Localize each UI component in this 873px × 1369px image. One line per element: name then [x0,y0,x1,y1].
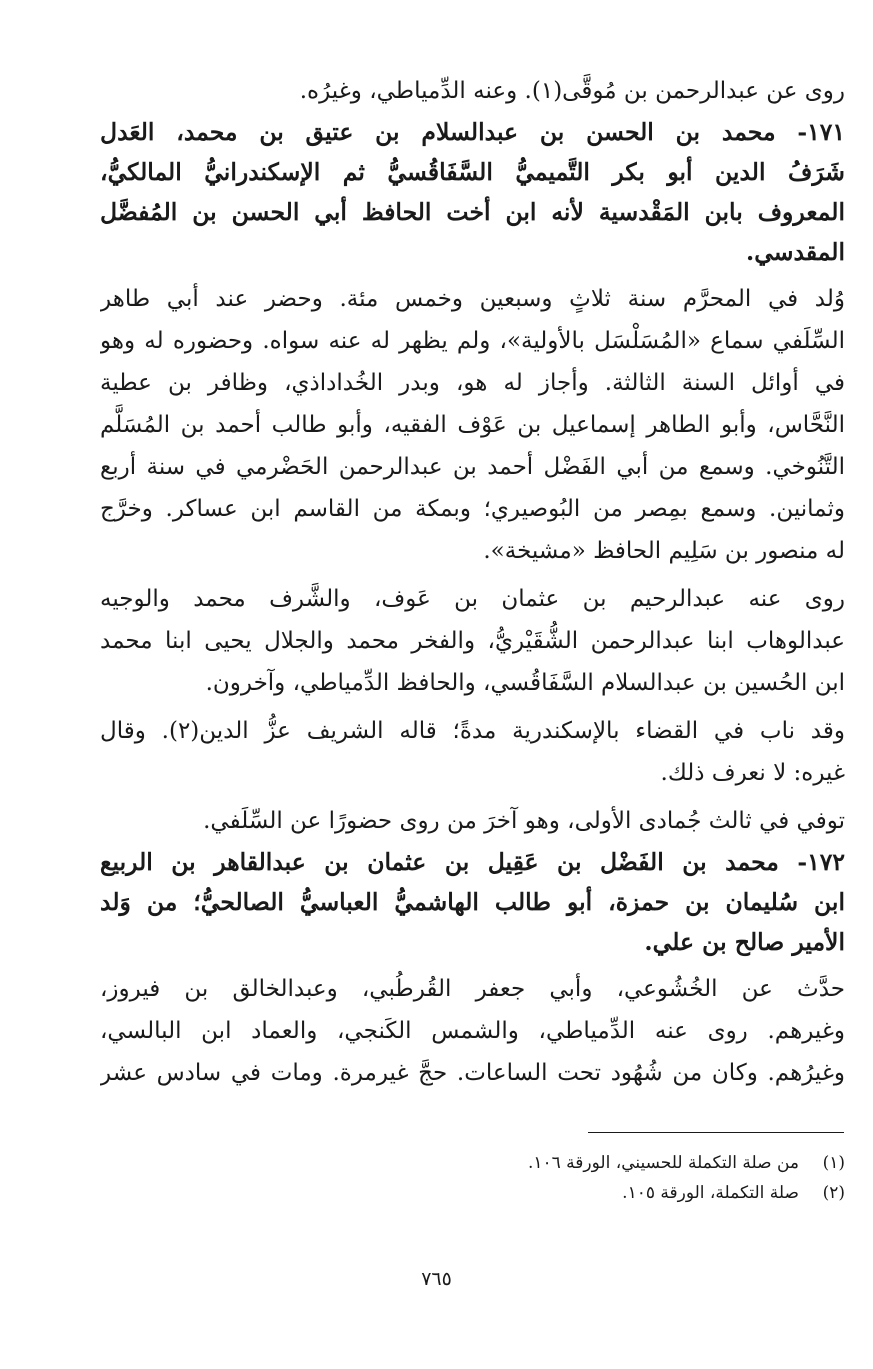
text-line: وغيرُهم. وكان من شُهُود تحت الساعات. حجَّ غيرمرة. ومات في سادس عشر [100,1060,845,1086]
entry-heading-line: المقدسي. [746,238,845,266]
main-text [100,70,845,1094]
entry-heading-line: شَرَفُ الدين أبو بكر التَّميميُّ السَّفَاقُسيُّ ثم الإسكندرانيُّ المالكيُّ، [100,158,845,186]
text-line: وغيرهم. روى عنه الدِّمياطي، والشمس الكَنجي، والعماد ابن البالسي، [100,1018,845,1044]
text-line: عبدالوهاب ابنا عبدالرحمن الشُّقَيْريُّ، والفخر محمد والجلال يحيى ابنا محمد [100,628,845,654]
text-line: توفي في ثالث جُمادى الأولى، وهو آخرَ من روى حضورًا عن السِّلَفي. [203,808,845,834]
entry-heading-line: المعروف بابن المَقْدسية لأنه ابن أخت الحافظ أبي الحسن بن المُفضَّل [100,198,845,226]
entry-heading-line: ١٧١- محمد بن الحسن بن عبدالسلام بن عتيق بن محمد، العَدل [100,118,845,146]
text-line: النَّحَّاس، وأبو الطاهر إسماعيل بن عَوْف الفقيه، وأبو طالب أحمد بن المُسَلَّم [100,412,845,438]
text-line: وثمانين. وسمع بمِصر من البُوصيري؛ وبمكة من القاسم ابن عساكر. وخرَّج [100,496,845,522]
footnote-divider [588,1132,844,1133]
text-line: ابن الحُسين بن عبدالسلام السَّفَاقُسي، والحافظ الدِّمياطي، وآخرون. [205,670,845,696]
text-line: السِّلَفي سماع «المُسَلْسَل بالأولية»، ولم يظهر له عنه سواه. وحضوره له وهو [100,328,845,354]
footnote-number: (١) [822,1153,845,1173]
footnote-text: صلة التكملة، الورقة ١٠٥. [622,1183,799,1203]
footnote [300,1148,845,1178]
entry-heading-line: ١٧٢- محمد بن الفَضْل بن عَقِيل بن عثمان بن عبدالقاهر بن الربيع [100,848,845,876]
text-line: غيره: لا نعرف ذلك. [660,760,845,786]
entry-heading-line: ابن سُليمان بن حمزة، أبو طالب الهاشميُّ العباسيُّ الصالحيُّ؛ من وَلد [100,888,845,916]
footnote-text: من صلة التكملة للحسيني، الورقة ١٠٦. [527,1153,799,1173]
text-line: له منصور بن سَلِيم الحافظ «مشيخة». [483,538,845,564]
text-line: التَّنُوخي. وسمع من أبي الفَضْل أحمد بن عبدالرحمن الحَضْرمي في سنة أربع [100,454,845,480]
page-number: ٧٦٥ [421,1268,452,1290]
footnotes [300,1148,845,1208]
footnote [300,1178,845,1208]
text-line: وُلد في المحرَّم سنة ثلاثٍ وسبعين وخمس مئة. وحضر عند أبي طاهر [100,286,845,312]
text-line: في أوائل السنة الثالثة. وأجاز له هو، وبدر الخُداداذي، وظافر بن عطية [100,370,845,396]
text-line: روى عن عبدالرحمن بن مُوقَّى(١). وعنه الدِّمياطي، وغيرُه. [299,78,845,104]
text-line: روى عنه عبدالرحيم بن عثمان بن عَوف، والشَّرف محمد والوجيه [100,586,845,612]
entry-heading-line: الأمير صالح بن علي. [644,928,845,956]
text-line: حدَّث عن الخُشُوعي، وأبي جعفر القُرطُبي، وعبدالخالق بن فيروز، [100,976,845,1002]
text-line: وقد ناب في القضاء بالإسكندرية مدةً؛ قاله الشريف عزُّ الدين(٢). وقال [100,718,845,744]
footnote-number: (٢) [822,1183,845,1203]
